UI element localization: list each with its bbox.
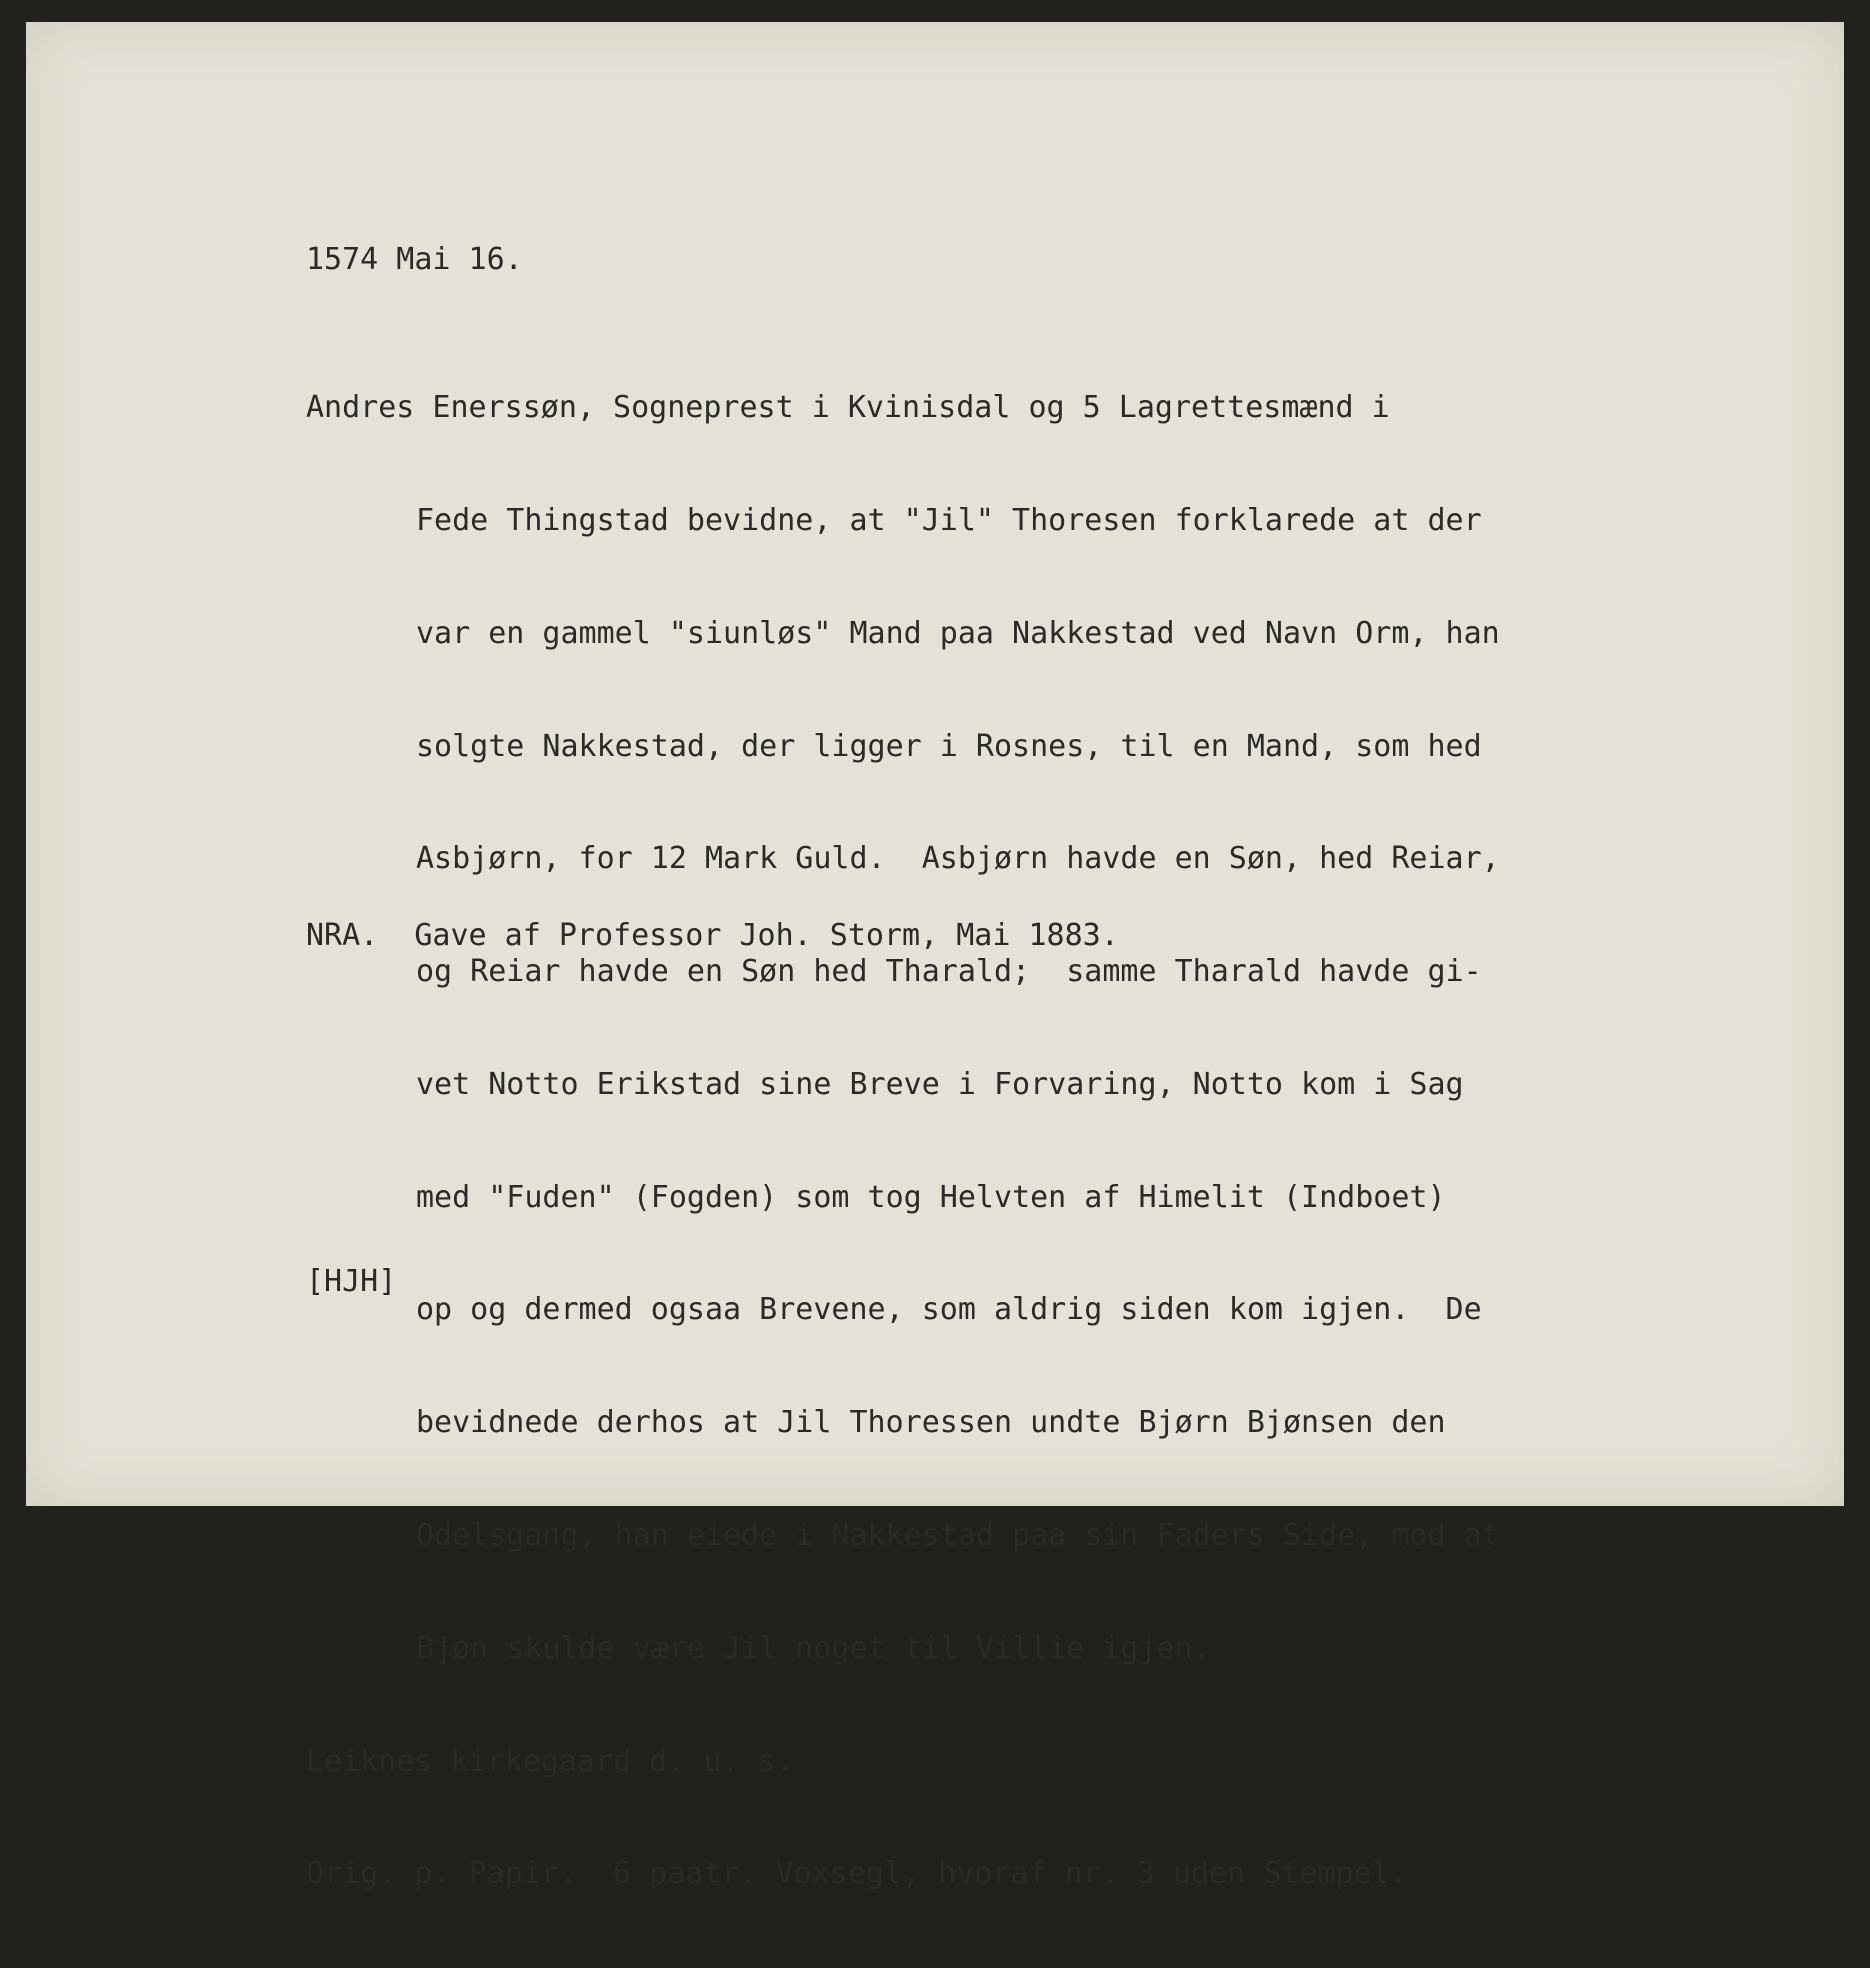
document-body xyxy=(306,314,1500,1968)
original-line: Orig. p. Papir. 6 paatr. Voxsegl, hvoraf nr. 3 uden Stempel. xyxy=(306,1856,1408,1892)
body-line: med "Fuden" (Fogden) som tog Helvten af Himelit (Indboet) xyxy=(416,1179,1446,1215)
document-date: 1574 Mai 16. xyxy=(306,242,523,277)
body-line: og Reiar havde en Søn hed Tharald; samme Tharald havde gi- xyxy=(416,954,1482,990)
body-line: bevidnede derhos at Jil Thoressen undte Bjørn Bjønsen den xyxy=(416,1405,1446,1441)
body-line: op og dermed ogsaa Brevene, som aldrig siden kom igjen. De xyxy=(416,1292,1482,1328)
initials: [HJH] xyxy=(306,1264,397,1299)
archive-card xyxy=(26,22,1844,1892)
body-line: var en gammel "siunløs" Mand paa Nakkestad ved Navn Orm, han xyxy=(416,615,1500,651)
body-line: Fede Thingstad bevidne, at "Jil" Thoresen forklarede at der xyxy=(416,502,1482,538)
body-line: Bjøn skulde være Jil noget til Villie igjen. xyxy=(416,1630,1211,1666)
body-line: vet Notto Erikstad sine Breve i Forvaring, Notto kom i Sag xyxy=(416,1066,1464,1102)
body-line: Odelsgang, han eiede i Nakkestad paa sin Faders Side, mod at xyxy=(416,1518,1500,1553)
body-line: Asbjørn, for 12 Mark Guld. Asbjørn havde en Søn, hed Reiar, xyxy=(416,841,1500,877)
provenance-line: NRA. Gave af Professor Joh. Storm, Mai 1883. xyxy=(306,918,1119,953)
body-line: solgte Nakkestad, der ligger i Rosnes, til en Mand, som hed xyxy=(416,728,1482,764)
place-line: Leiknes kirkegaard d. u. s. xyxy=(306,1743,794,1779)
body-line: Andres Enerssøn, Sogneprest i Kvinisdal og 5 Lagrettesmænd i xyxy=(306,390,1390,426)
